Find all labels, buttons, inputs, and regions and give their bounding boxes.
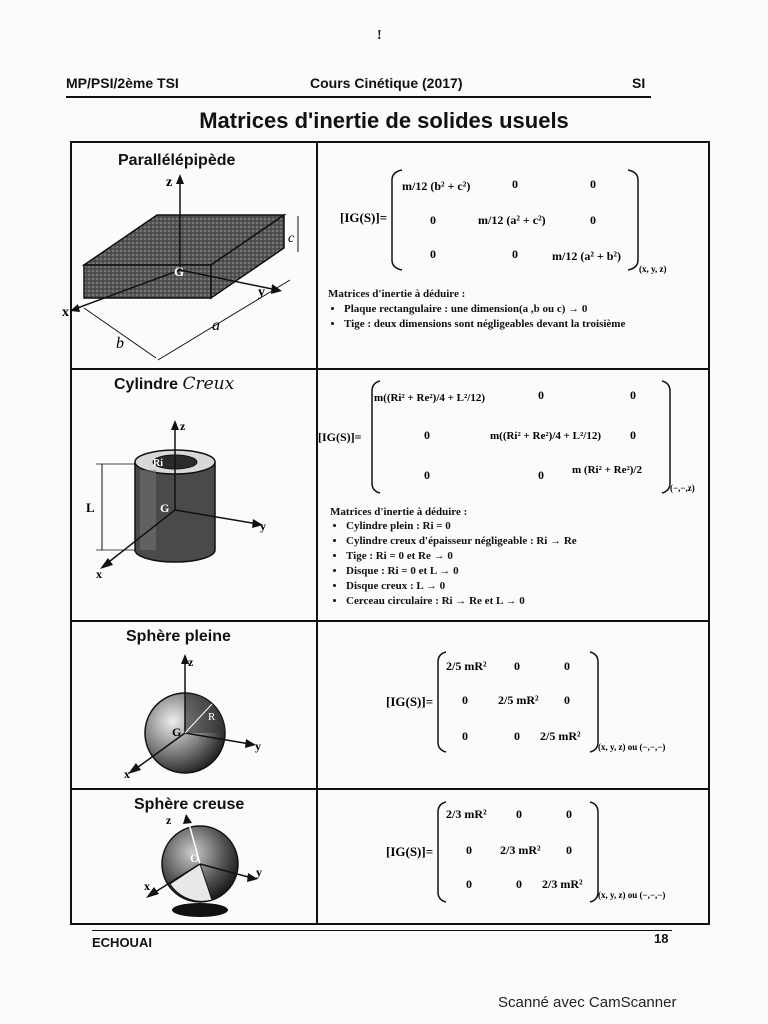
sphere-base (172, 903, 228, 917)
note-item: • Cylindre plein : Ri = 0 (346, 519, 716, 534)
matrix-zero: 0 (564, 693, 570, 707)
center-label: O (190, 851, 200, 865)
matrix-m33: m/12 (a² + b²) (552, 249, 622, 263)
matrix-zero: 0 (538, 388, 544, 402)
notes-list-parallelepiped (328, 302, 714, 332)
solid-name-solid-sphere: Sphère pleine (126, 628, 231, 645)
page-title: Matrices d'inertie de solides usuels (199, 108, 569, 133)
matrix-zero: 0 (516, 877, 522, 891)
center-label: G (160, 501, 170, 515)
handwritten-note: Creux (182, 374, 235, 394)
matrix-zero: 0 (424, 428, 430, 442)
matrix-zero: 0 (462, 693, 468, 707)
note-item: • Disque creux : L → 0 (346, 579, 716, 594)
solid-name-cylinder: Cylindre Creux (114, 374, 235, 394)
header-left: MP/PSI/2ème TSI (66, 75, 179, 91)
matrix-zero: 0 (424, 468, 430, 482)
matrix-basis: (x, y, z) ou (−,−,−) (598, 890, 666, 900)
matrix-zero: 0 (590, 177, 596, 191)
dim-b-label: b (116, 335, 124, 352)
footer-rule (92, 930, 672, 931)
center-label: G (172, 725, 182, 739)
note-item: • Tige : deux dimensions sont négligeables devant la troisième (344, 317, 714, 332)
page-number: 18 (654, 931, 669, 946)
axis-z-label: z (166, 813, 172, 827)
matrix-diag: 2/5 mR² (498, 693, 539, 707)
axis-z-label: z (188, 655, 194, 669)
matrix-m22: m((Ri² + Re²)/4 + L²/12) (490, 430, 602, 442)
matrix-diag: 2/5 mR² (446, 659, 487, 673)
row-divider-2 (70, 620, 710, 622)
dim-a-label: a (212, 317, 220, 334)
matrix-lhs: [IG(S)]= (386, 844, 434, 859)
header-right: SI (632, 75, 646, 91)
note-item: • Disque : Ri = 0 et L → 0 (346, 564, 716, 579)
notes-list-cylinder (330, 519, 716, 609)
matrix-zero: 0 (466, 877, 472, 891)
matrix-zero: 0 (566, 807, 572, 821)
header-rule (66, 96, 651, 98)
matrix-cylinder (318, 373, 708, 498)
axis-y-label: y (258, 285, 265, 300)
axis-y-label: y (255, 739, 261, 753)
matrix-zero: 0 (430, 247, 436, 261)
matrix-lhs: [IG(S)]= (340, 210, 388, 225)
matrix-zero: 0 (512, 247, 518, 261)
axis-x-label: x (62, 305, 69, 320)
stray-mark: ! (377, 28, 382, 43)
matrix-lhs: [IG(S)]= (386, 694, 434, 709)
matrix-zero: 0 (462, 729, 468, 743)
solid-name-hollow-sphere: Sphère creuse (134, 796, 245, 813)
axis-x-label: x (96, 567, 102, 581)
matrix-diag: 2/3 mR² (500, 843, 541, 857)
note-item: • Cylindre creux d'épaisseur négligeable : Ri → Re (346, 534, 716, 549)
note-item: • Cerceau circulaire : Ri → Re et L → 0 (346, 594, 716, 609)
matrix-zero: 0 (430, 213, 436, 227)
axis-z-label: z (180, 419, 186, 433)
axis-x-label: x (124, 767, 130, 781)
matrix-zero: 0 (590, 213, 596, 227)
dim-c-label: c (288, 231, 295, 246)
matrix-parallelepiped (320, 160, 710, 280)
solid-name-parallelepiped: Parallélépipède (118, 152, 236, 169)
matrix-zero: 0 (514, 659, 520, 673)
matrix-basis: (−,−,z) (670, 483, 695, 493)
matrix-diag: 2/3 mR² (446, 807, 487, 821)
matrix-m33: m (Ri² + Re²)/2 (572, 464, 642, 476)
matrix-m11: m((Ri² + Re²)/4 + L²/12) (374, 392, 486, 404)
header-center: Cours Cinétique (2017) (310, 75, 463, 91)
dim-l-label: L (86, 500, 95, 515)
matrix-hollow-sphere (380, 798, 710, 918)
scanner-watermark: Scanné avec CamScanner (498, 994, 677, 1011)
matrix-lhs: [IG(S)]= (318, 430, 362, 444)
radius-label: R (208, 711, 216, 723)
matrix-diag: 2/5 mR² (540, 729, 581, 743)
footer-author: ECHOUAI (92, 935, 152, 950)
hollow-sphere-figure (130, 812, 330, 922)
matrix-m11: m/12 (b² + c²) (402, 179, 471, 193)
matrix-zero: 0 (538, 468, 544, 482)
note-item: • Tige : Ri = 0 et Re → 0 (346, 549, 716, 564)
axis-y-label: y (256, 865, 262, 879)
notes-title: Matrices d'inertie à déduire : (328, 288, 466, 300)
axis-y-label: y (260, 519, 266, 533)
matrix-zero: 0 (564, 659, 570, 673)
matrix-basis: (x, y, z) ou (−,−,−) (598, 742, 666, 752)
cylinder-figure (80, 420, 320, 610)
matrix-zero: 0 (516, 807, 522, 821)
matrix-zero: 0 (466, 843, 472, 857)
row-divider-3 (70, 788, 710, 790)
matrix-diag: 2/3 mR² (542, 877, 583, 891)
matrix-m22: m/12 (a² + c²) (478, 213, 546, 227)
matrix-zero: 0 (514, 729, 520, 743)
matrix-zero: 0 (630, 428, 636, 442)
matrix-solid-sphere (380, 648, 710, 768)
matrix-zero: 0 (512, 177, 518, 191)
matrix-basis: (x, y, z) (639, 264, 667, 274)
center-label: G (174, 264, 185, 279)
note-item: • Plaque rectangulaire : une dimension(a ,b ou c) → 0 (344, 302, 714, 317)
axis-x-label: x (144, 879, 150, 893)
matrix-zero: 0 (630, 388, 636, 402)
matrix-zero: 0 (566, 843, 572, 857)
notes-title: Matrices d'inertie à déduire : (330, 506, 468, 518)
axis-z-label: z (166, 175, 173, 190)
ri-label: Ri (153, 458, 163, 469)
solid-sphere-figure (110, 648, 330, 788)
